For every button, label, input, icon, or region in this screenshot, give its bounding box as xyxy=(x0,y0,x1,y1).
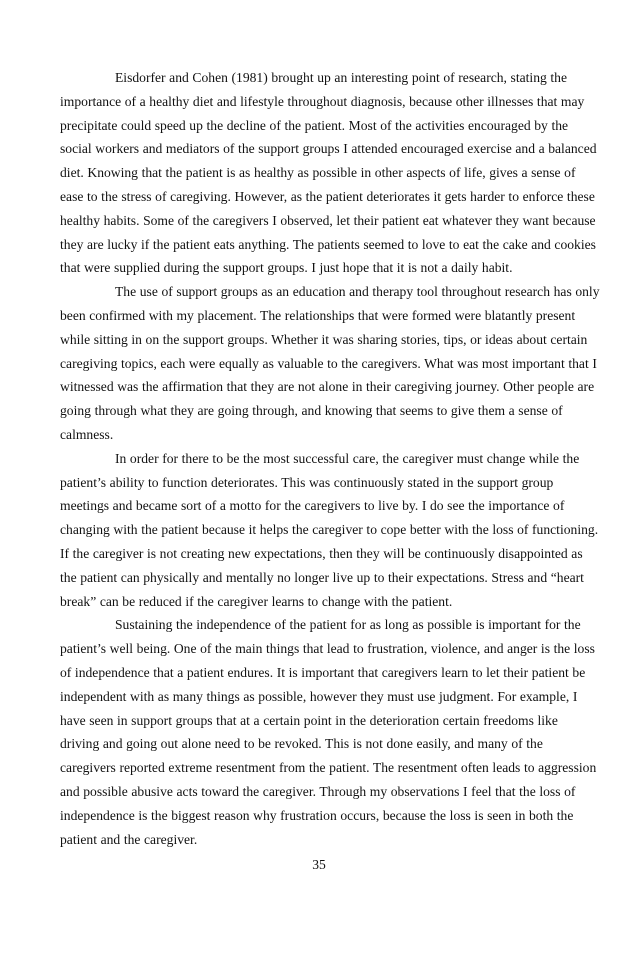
paragraph-support-groups: The use of support groups as an education and therapy tool throughout research has only been confirmed with my placement. The relationships that were formed were blatantly present while sitting in on the support groups. Whether it was sharing stories, tips, or ideas about certain caregiving topics, each were equally as valuable to the caregivers. What was most important that I witnessed was the affirmation that they are not alone in their caregiving journey. Other people are going through what they are going through, and knowing that seems to give them a sense of calmness. xyxy=(60,284,600,442)
paragraph-changing-with-patient: In order for there to be the most successful care, the caregiver must change while the patient’s ability to function deteriorates. This was continuously stated in the support group meetings and became sort of a motto for the caregivers to live by. I do see the importance of changing with the patient because it helps the caregiver to cope better with the loss of functioning. If the caregiver is not creating new expectations, then they will be continuously disappointed as the patient can physically and mentally no longer live up to their expectations. Stress and “heart break” can be reduced if the caregiver learns to change with the patient. xyxy=(60,450,599,609)
document-page xyxy=(60,66,600,851)
paragraph-diet-lifestyle: Eisdorfer and Cohen (1981) brought up an interesting point of research, stating the importance of a healthy diet and lifestyle throughout diagnosis, because other illnesses that may precipitate could speed up the decline of the patient. Most of the activities encouraged by the social workers and mediators of the support groups I attended encouraged exercise and a balanced diet. Knowing that the patient is as healthy as possible in other aspects of life, gives a sense of ease to the stress of caregiving. However, as the patient deteriorates it gets harder to enforce these healthy habits. Some of the caregivers I observed, let their patient eat whatever they want because they are lucky if the patient eats anything. The patients seemed to love to eat the cake and cookies that were supplied during the support groups. I just hope that it is not a daily habit. xyxy=(60,70,597,276)
paragraph-independence: Sustaining the independence of the patient for as long as possible is important for the patient’s well being. One of the main things that lead to frustration, violence, and anger is the loss of independence that a patient endures. It is important that caregivers learn to let their patient be independent with as many things as possible, however they must use judgment. For example, I have seen in support groups that at a certain point in the deterioration certain freedoms like driving and going out alone need to be revoked. This is not done easily, and many of the caregivers reported extreme resentment from the patient. The resentment often leads to aggression and possible abusive acts toward the caregiver. Through my observations I feel that the loss of independence is the biggest reason why frustration occurs, because the loss is seen in both the patient and the caregiver. xyxy=(60,617,597,847)
page-number: 35 xyxy=(312,857,326,872)
